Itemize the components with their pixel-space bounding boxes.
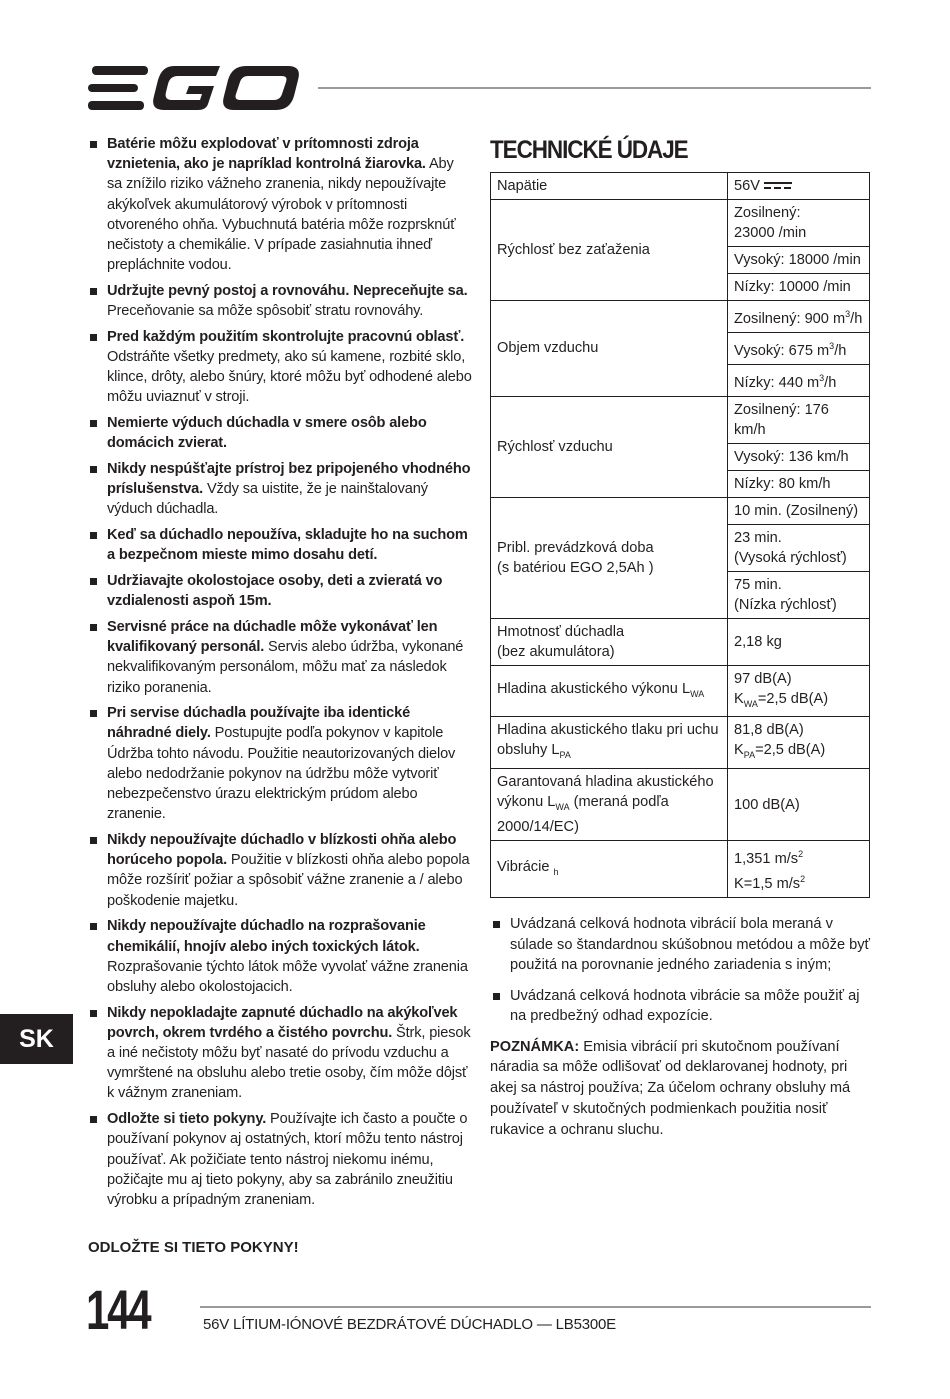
spec-value: Vysoký: 136 km/h [728, 443, 870, 470]
spec-value: 23 min. (Vysoká rýchlosť) [728, 524, 870, 571]
footer-rule [200, 1306, 871, 1308]
spec-row-vibration [491, 841, 870, 898]
spec-value: 10 min. (Zosilnený) [728, 497, 870, 524]
spec-value: Nízky: 80 km/h [728, 470, 870, 497]
spec-value: Nízky: 10000 /min [728, 274, 870, 301]
spec-label: Vibrácie $_h$ [491, 841, 728, 898]
dc-current-icon [764, 181, 792, 191]
spec-row-air-speed [491, 396, 870, 443]
spec-value: Vysoký: 18000 /min [728, 247, 870, 274]
safety-item: Udržujte pevný postoj a rovnováhu. Nepreceňujte sa. Preceňovanie sa môže spôsobiť stratu rovnováhy. [88, 281, 472, 321]
safety-item: Nikdy nepokladajte zapnuté dúchadlo na akýkoľvek povrch, okrem tvrdého a čistého povrchu. Štrk, piesok a iné nečistoty môžu byť nasaté do prívodu vzduchu a vymrštené na obsluhu alebo tretie osoby, čím môže dôjsť k vážnym zraneniam. [88, 1003, 472, 1104]
header-rule [318, 87, 871, 89]
spec-row-air-volume [491, 301, 870, 333]
spec-value: 100 dB(A) [728, 769, 870, 841]
vibration-notes [490, 914, 874, 1140]
keep-instructions-notice: ODLOŽTE SI TIETO POKYNY! [88, 1239, 299, 1256]
spec-value: 56V [728, 173, 870, 200]
note-item: Uvádzaná celková hodnota vibrácií bola meraná v súlade so štandardnou skúšobnou metódou a môže byť použitá na porovnanie jedného zariadenia s iným; [490, 914, 874, 976]
spec-label: Pribl. prevádzková doba (s batériou EGO 2,5Ah ) [491, 497, 728, 618]
safety-item: Pred každým použitím skontrolujte pracovnú oblasť. Odstráňte všetky predmety, ako sú kamene, rozbité sklo, klince, drôty, alebo šnúry, ktoré môžu byť odhodené alebo môžu uviaznuť v stroji. [88, 327, 472, 408]
page-number: 144 [86, 1278, 150, 1341]
footer-title: 56V LÍTIUM-IÓNOVÉ BEZDRÁTOVÉ DÚCHADLO — LB5300E [203, 1316, 616, 1333]
technical-data [490, 134, 874, 1138]
spec-label: Napätie [491, 173, 728, 200]
safety-item: Nemierte výduch dúchadla v smere osôb alebo domácich zvierat. [88, 413, 472, 453]
spec-label: Rýchlosť bez zaťaženia [491, 200, 728, 301]
safety-item: Keď sa dúchadlo nepoužíva, skladujte ho na suchom a bezpečnom mieste mimo dosahu detí. [88, 525, 472, 565]
safety-item: Odložte si tieto pokyny. Používajte ich často a poučte o používaní pokynov aj ostatných, ktorí môžu tento nástroj používať. Ak požičiate tento nástroj niekomu inému, požičajte mu aj tieto pokyny, aby sa zabránilo zneužitiu výrobku a prípadným zraneniam. [88, 1109, 472, 1210]
safety-item: Pri servise dúchadla používajte iba identické náhradné diely. Postupujte podľa pokynov v kapitole Údržba tohto návodu. Použitie neautorizovaných dielov alebo nedodržanie pokynov na údržbu môže vytvoriť nebezpečenstvo úrazu elektrickým prúdom alebo zranenie. [88, 703, 472, 824]
spec-value: Zosilnený: 176 km/h [728, 396, 870, 443]
spec-row-speed [491, 200, 870, 247]
spec-label: Objem vzduchu [491, 301, 728, 397]
safety-instructions [88, 134, 472, 1216]
spec-value: 75 min. (Nízka rýchlosť) [728, 571, 870, 618]
spec-value: 2,18 kg [728, 618, 870, 665]
spec-row-voltage [491, 173, 870, 200]
spec-label: Hladina akustického výkonu $L_{WA}$ [491, 665, 728, 717]
safety-item: Nikdy nespúšťajte prístroj bez pripojeného vhodného príslušenstva. Vždy sa uistite, že je nainštalovaný výduch dúchadla. [88, 459, 472, 520]
tech-title: TECHNICKÉ ÚDAJE [490, 136, 688, 164]
safety-item: Batérie môžu explodovať v prítomnosti zdroja vznietenia, ako je napríklad kontrolná žiarovka. Aby sa znížilo riziko vážneho zranenia, nikdy nepoužívajte akýkoľvek akumulátorový výrobok v prítomnosti otvoreného ohňa. Vybuchnutá batéria môže rozprsknúť nečistoty a chemikálie. V prípade zasiahnutia ihneď prepláchnite vodou. [88, 134, 472, 275]
spec-label: Rýchlosť vzduchu [491, 396, 728, 497]
spec-label: Hladina akustického tlaku pri uchu obsluhy $L_{PA}$ [491, 717, 728, 769]
spec-row-runtime [491, 497, 870, 524]
spec-row-guaranteed-sound [491, 769, 870, 841]
safety-list [88, 134, 472, 1210]
spec-value: 97 dB(A) $K_{WA}=2,5$ dB(A) [728, 665, 870, 717]
note-paragraph: POZNÁMKA: Emisia vibrácií pri skutočnom používaní náradia sa môže odlišovať od deklarovanej hodnoty, pri akej sa nástroj používa; Za účelom ochrany obsluhy má používateľ v skutočných podmienkach použitia nosiť rukavice a ochranu sluchu. [490, 1038, 851, 1138]
spec-value: Nízky: 440 $m^3/h$ [728, 364, 870, 396]
note-item: Uvádzaná celková hodnota vibrácie sa môže použiť aj na predbežný odhad expozície. [490, 986, 874, 1027]
spec-value: 1,351 $m/s^2$ K=1,5 $m/s^2$ [728, 841, 870, 898]
spec-row-weight [491, 618, 870, 665]
safety-item: Nikdy nepoužívajte dúchadlo na rozprašovanie chemikálií, hnojív alebo iných toxických látok. Rozprašovanie týchto látok môže vyvolať vážne zranenia obsluhy alebo okolostojacich. [88, 916, 472, 997]
spec-label: Hmotnosť dúchadla (bez akumulátora) [491, 618, 728, 665]
spec-row-sound-pressure [491, 717, 870, 769]
safety-item: Nikdy nepoužívajte dúchadlo v blízkosti ohňa alebo horúceho popola. Použitie v blízkosti ohňa alebo popola môže rozšíriť požiar a spôsobiť vážne zranenie a / alebo poškodenie majetku. [88, 830, 472, 911]
ego-logo [88, 64, 300, 112]
spec-table [490, 172, 870, 898]
spec-value: Zosilnený: 900 $m^3/h$ [728, 301, 870, 333]
safety-item: Servisné práce na dúchadle môže vykonávať len kvalifikovaný personál. Servis alebo údržba, vykonané nekvalifikovaným personálom, môžu mať za následok riziko poranenia. [88, 617, 472, 698]
spec-value: 81,8 dB(A) $K_{PA}=2,5$ dB(A) [728, 717, 870, 769]
safety-item: Udržiavajte okolostojace osoby, deti a zvieratá vo vzdialenosti aspoň 15m. [88, 571, 472, 611]
spec-label: Garantovaná hladina akustického výkonu $L_{WA}$ (meraná podľa 2000/14/EC) [491, 769, 728, 841]
spec-value: Vysoký: 675 $m^3/h$ [728, 332, 870, 364]
spec-row-sound-power [491, 665, 870, 717]
language-tab: SK [0, 1014, 73, 1064]
spec-value: Zosilnený: 23000 /min [728, 200, 870, 247]
